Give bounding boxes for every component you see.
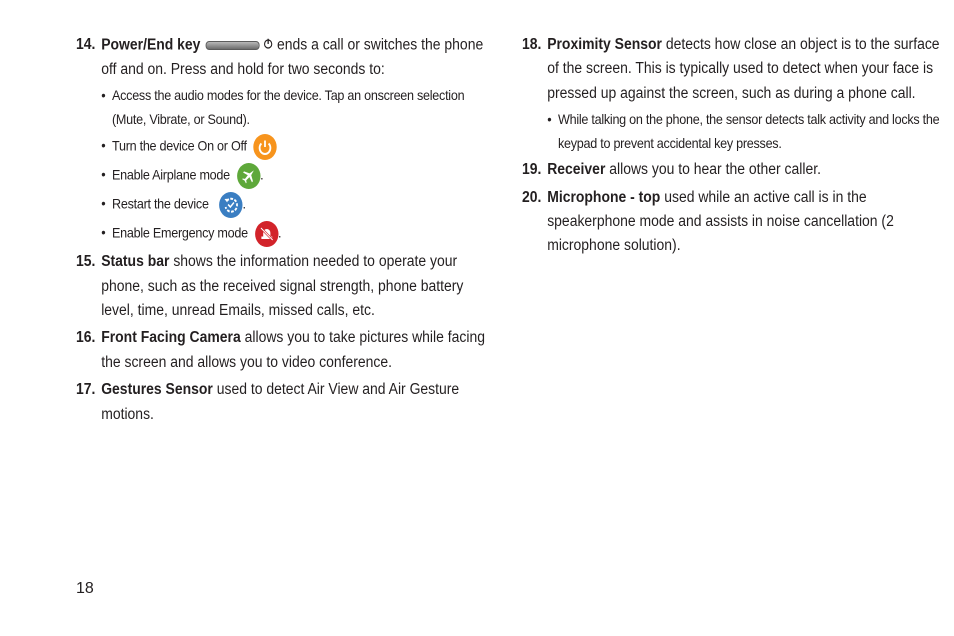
item-text: detects how close an object is to the surface of the screen. This is typically used to detect when your face is pressed up against the screen, such as during a phone call. <box>547 36 940 102</box>
bullet-marker: • <box>547 111 552 128</box>
bullet-text: Enable Airplane mode <box>112 166 230 183</box>
item-text: used while an active call is in the speakerphone mode and assists in noise cancellation (2 microphone solution). <box>547 188 894 255</box>
list-item-19 <box>522 158 940 182</box>
bullet-text: Access the audio modes for the device. Tap an onscreen selection (Mute, Vibrate, or Sound). <box>112 87 465 127</box>
item-term: Microphone - top <box>547 188 661 206</box>
bullet-text: While talking on the phone, the sensor detects talk activity and locks the keypad to prevent accidental key presses. <box>558 111 940 151</box>
bullet-item <box>101 221 490 247</box>
bullet-item <box>101 163 490 189</box>
bullet-list <box>547 108 939 155</box>
item-term: Receiver <box>547 161 606 179</box>
item-number: 19. <box>522 161 542 179</box>
item-number: 15. <box>76 253 96 271</box>
item-text: shows the information needed to operate your phone, such as the received signal strength, phone battery level, time, unread Emails, missed calls, etc. <box>101 253 464 319</box>
item-number: 17. <box>76 381 96 399</box>
bullet-marker: • <box>101 195 106 212</box>
bullet-suffix: . <box>260 166 264 183</box>
item-term: Gestures Sensor <box>101 381 213 399</box>
bullet-item <box>101 84 490 131</box>
bullet-text: Restart the device <box>112 195 209 212</box>
item-term: Front Facing Camera <box>101 329 241 347</box>
bullet-marker: • <box>101 166 106 183</box>
bullet-marker: • <box>101 87 106 104</box>
bullet-item <box>101 192 490 218</box>
bullet-suffix: . <box>278 224 282 241</box>
item-text: allows you to hear the other caller. <box>609 161 821 179</box>
item-number: 14. <box>76 36 96 53</box>
power-key-icon <box>206 41 260 50</box>
list-item-15 <box>76 250 490 323</box>
bullet-text: Enable Emergency mode <box>112 224 248 241</box>
left-column <box>76 33 485 427</box>
bullet-marker: • <box>101 224 106 241</box>
item-number: 16. <box>76 329 96 347</box>
bullet-item <box>101 134 490 160</box>
bullet-text: Turn the device On or Off <box>112 137 247 154</box>
list-item-20 <box>522 186 940 259</box>
restart-icon <box>219 192 242 218</box>
list-item-17 <box>76 378 490 427</box>
bullet-marker: • <box>101 137 106 154</box>
list-item-14 <box>76 33 490 247</box>
bullet-list <box>101 84 490 247</box>
power-symbol-icon <box>263 33 273 57</box>
power-icon <box>254 134 277 160</box>
item-number: 20. <box>522 188 542 206</box>
item-term: Status bar <box>101 253 170 271</box>
list-item-18 <box>522 33 940 155</box>
item-term: Proximity Sensor <box>547 36 662 53</box>
bullet-suffix: . <box>242 195 246 212</box>
item-text: used to detect Air View and Air Gesture motions. <box>101 381 460 423</box>
item-term: Power/End key <box>101 36 201 54</box>
emergency-mode-icon <box>255 221 278 247</box>
bullet-item <box>547 108 939 155</box>
list-item-16 <box>76 326 490 375</box>
item-text: allows you to take pictures while facing the screen and allows you to video conference. <box>101 329 485 371</box>
airplane-mode-icon <box>237 163 260 189</box>
item-number: 18. <box>522 36 542 53</box>
right-column <box>522 33 940 259</box>
page-number: 18 <box>76 580 94 597</box>
item-text: ends a call or switches the phone off and on. Press and hold for two seconds to: <box>101 36 484 78</box>
